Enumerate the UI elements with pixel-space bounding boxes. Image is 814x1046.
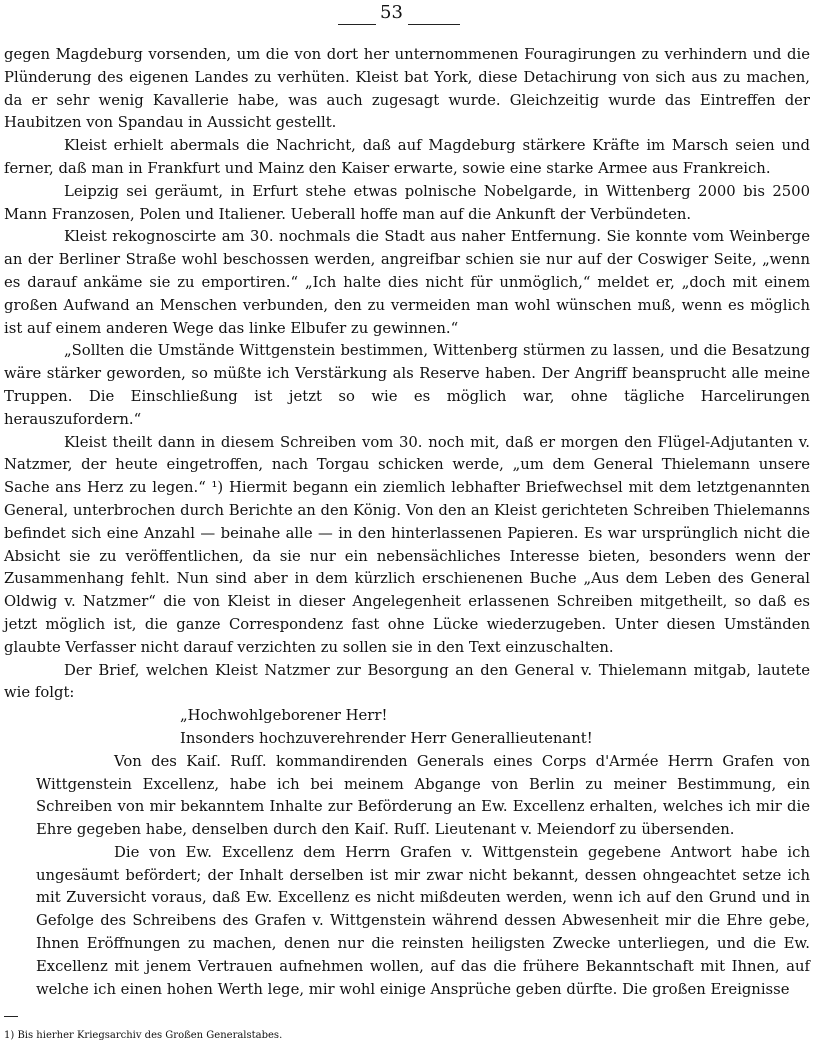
paragraph-6: Kleist theilt dann in diesem Schreiben vom 30. noch mit, daß er morgen den Flügel-Adjutanten v. Natzmer, der heute eingetroffen, nach Torgau schicken werde, „um dem General Thielemann unsere Sache ans Herz zu legen.“ ¹) Hiermit begann ein ziemlich lebhafter Briefwechsel mit dem letztgenannten General, unterbrochen durch Berichte an den König. Von den an Kleist gerichteten Schreiben Thielemanns befindet sich eine Anzahl — beinahe alle — in den hinterlassenen Papieren. Es war ursprünglich nicht die Absicht sie zu veröffentlichen, da sie nur ein nebensächliches Interesse bieten, besonders wenn der Zusammenhang fehlt. Nun sind aber in dem kürzlich erschienenen Buche „Aus dem Leben des General Oldwig v. Natzmer“ die von Kleist in dieser Angelegenheit erlassenen Schreiben mitgetheilt, so daß es jetzt möglich ist, die ganze Correspondenz fast ohne Lücke wiederzugeben. Unter diesen Umständen glaubte Verfasser nicht darauf verzichten zu sollen sie in den Text einzuschalten. bbox=[4, 433, 810, 656]
body-text bbox=[4, 44, 810, 1001]
paragraph-5: „Sollten die Umstände Wittgenstein bestimmen, Wittenberg stürmen zu lassen, und die Besatzung wäre stärker geworden, so müßte ich Verstärkung als Reserve haben. Der Angriff beansprucht alle meine Truppen. Die Einschließung ist jetzt so wie es möglich war, ohne tägliche Harcelirungen herauszufordern.“ bbox=[4, 342, 810, 428]
footnote: 1) Bis hierher Kriegsarchiv des Großen Generalstabes. bbox=[4, 1030, 283, 1041]
header-rule-right bbox=[408, 24, 460, 25]
letter-paragraph-1: Von des Kaiſ. Ruſſ. kommandirenden Generals eines Corps d'Armée Herrn Grafen von Wittgenstein Excellenz, habe ich bei meinem Abgange von Berlin zu meiner Bestimmung, ein Schreiben von mir bekanntem Inhalte zur Beförderung an Ew. Excellenz erhalten, welches ich mir die Ehre gegeben habe, denselben durch den Kaiſ. Ruſſ. Lieutenant v. Meiendorf zu übersenden. bbox=[36, 752, 810, 839]
letter-salutation-2: Insonders hochzuverehrender Herr Generallieutenant! bbox=[180, 729, 593, 747]
paragraph-1: gegen Magdeburg vorsenden, um die von dort her unternommenen Fouragirungen zu verhindern und die Plünderung des eigenen Landes zu verhüten. Kleist bat York, diese Detachirung von sich aus zu machen, da er sehr wenig Kavallerie habe, was auch zugesagt wurde. Gleichzeitig wurde das Eintreffen der Haubitzen von Spandau in Aussicht gestellt. bbox=[4, 46, 810, 132]
letter-quote bbox=[4, 705, 810, 1001]
page-header bbox=[0, 2, 814, 28]
paragraph-2: Kleist erhielt abermals die Nachricht, daß auf Magdeburg stärkere Kräfte im Marsch seien und ferner, daß man in Frankfurt und Mainz den Kaiser erwarte, sowie eine starke Armee aus Frankreich. bbox=[4, 137, 810, 177]
paragraph-4: Kleist rekognoscirte am 30. nochmals die Stadt aus naher Entfernung. Sie konnte vom Weinberge an der Berliner Straße wohl beschossen werden, angreifbar schien sie nur auf der Coswiger Seite, „wenn es darauf ankäme sie zu emportiren.“ „Ich halte dies nicht für unmöglich,“ meldet er, „doch mit einem großen Aufwand an Menschen verbunden, den zu vermeiden man wohl wünschen muß, wenn es möglich ist auf einem anderen Wege das linke Elbufer zu gewinnen.“ bbox=[4, 228, 810, 337]
letter-body bbox=[4, 751, 810, 1002]
letter-salutation-1: „Hochwohlgeborener Herr! bbox=[180, 707, 388, 725]
header-rule-left bbox=[338, 24, 376, 25]
footnote-rule bbox=[4, 1016, 18, 1017]
page-number: 53 bbox=[380, 2, 403, 23]
paragraph-7: Der Brief, welchen Kleist Natzmer zur Besorgung an den General v. Thielemann mitgab, lautete wie folgt: bbox=[4, 661, 810, 702]
letter-paragraph-2: Die von Ew. Excellenz dem Herrn Grafen v. Wittgenstein gegebene Antwort habe ich ungesäumt befördert; der Inhalt derselben ist mir zwar nicht bekannt, dessen ohngeachtet setze ich mit Zuversicht voraus, daß Ew. Excellenz es nicht mißdeuten werden, wenn ich auf den Grund und in Gefolge des Schreibens des Grafen v. Wittgenstein während dessen Abwesenheit mir die Ehre gebe, Ihnen Eröffnungen zu machen, denen nur die reinsten heiligsten Zwecke unterliegen, und die Ew. Excellenz mit jenem Vertrauen aufnehmen wollen, auf das die frühere Bekanntschaft mit Ihnen, auf welche ich einen hohen Werth lege, mir wohl einige Ansprüche geben dürfte. Die großen Ereignisse bbox=[36, 843, 810, 998]
paragraph-3: Leipzig sei geräumt, in Erfurt stehe etwas polnische Nobelgarde, in Wittenberg 2000 bis 2500 Mann Franzosen, Polen und Italiener. Ueberall hoffe man auf die Ankunft der Verbündeten. bbox=[4, 182, 810, 223]
